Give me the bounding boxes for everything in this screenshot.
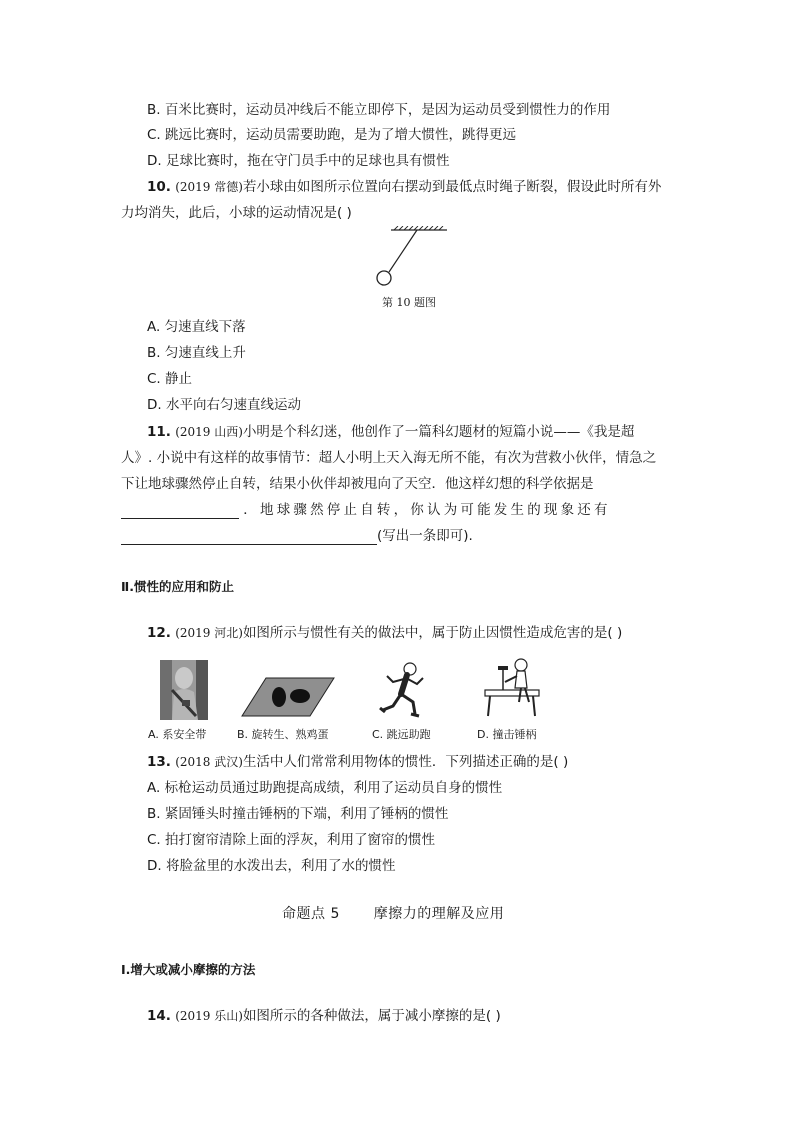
q10-figure-caption: 第 10 题图 — [382, 296, 436, 309]
q12-number: 12. — [147, 625, 171, 641]
topic5-title: 摩擦力的理解及应用 — [373, 906, 505, 922]
q10-stem-text1: 若小球由如图所示位置向右摆动到最低点时绳子断裂，假设此时所有外 — [242, 179, 662, 195]
q10-stem-line1 — [147, 178, 661, 196]
pendulum-ball — [377, 271, 391, 285]
eggs-on-table-figure — [240, 676, 336, 718]
q11-source: (2019 山西) — [175, 425, 243, 439]
q11-stem-line2: 人》. 小说中有这样的故事情节：超人小明上天入海无所不能，有次为营救小伙伴，情急之 — [121, 450, 657, 466]
q11-answer-blank-2[interactable] — [121, 530, 377, 545]
q11-stem-text1: 小明是个科幻迷，他创作了一篇科幻题材的短篇小说——《我是超 — [242, 424, 635, 440]
q10-source: (2019 常德) — [175, 180, 243, 194]
q10-option-b: B. 匀速直线上升 — [147, 345, 246, 361]
cooked-egg — [290, 689, 310, 703]
q12-stem — [147, 624, 622, 642]
q13-option-a: A. 标枪运动员通过助跑提高成绩，利用了运动员自身的惯性 — [147, 780, 503, 796]
q9-option-b: B. 百米比赛时，运动员冲线后不能立即停下，是因为运动员受到惯性力的作用 — [147, 102, 611, 118]
q13-option-c: C. 拍打窗帘清除上面的浮灰，利用了窗帘的惯性 — [147, 832, 436, 848]
q14-number: 14. — [147, 1008, 171, 1024]
q11-stem-line1 — [147, 423, 634, 441]
q11-stem-line4 — [121, 501, 611, 519]
seatbelt-photo — [160, 660, 208, 720]
section-inertia-title: Ⅱ.惯性的应用和防止 — [121, 579, 234, 594]
q13-option-b: B. 紧固锤头时撞击锤柄的下端，利用了锤柄的惯性 — [147, 806, 449, 822]
q11-stem-text4: ．地球骤然停止自转，你认为可能发生的现象还有 — [243, 502, 611, 518]
raw-egg — [272, 687, 286, 707]
q12-caption-a: A. 系安全带 — [148, 728, 207, 741]
q13-source: (2018 武汉) — [175, 755, 243, 769]
q11-stem-text5: (写出一条即可). — [377, 528, 473, 544]
q13-stem-text: 生活中人们常常利用物体的惯性．下列描述正确的是( ) — [242, 754, 569, 770]
q14-source: (2019 乐山) — [175, 1009, 243, 1023]
running-athlete-figure — [377, 660, 429, 720]
q12-caption-d: D. 撞击锤柄 — [477, 728, 537, 741]
hammer-bench-figure — [481, 656, 541, 718]
q10-number: 10. — [147, 179, 171, 195]
q12-stem-text: 如图所示与惯性有关的做法中，属于防止因惯性造成危害的是( ) — [242, 625, 623, 641]
q13-number: 13. — [147, 754, 171, 770]
tabletop — [242, 678, 334, 716]
q12-caption-b: B. 旋转生、熟鸡蛋 — [237, 728, 329, 741]
section-friction-title: Ⅰ.增大或减小摩擦的方法 — [121, 962, 256, 977]
pendulum-string — [389, 230, 417, 272]
q11-answer-blank-1[interactable] — [121, 504, 239, 519]
topic5-label: 命题点 5 — [282, 906, 340, 922]
q10-pendulum-figure — [370, 226, 450, 288]
q12-source: (2019 河北) — [175, 626, 243, 640]
q10-stem-line2: 力均消失，此后，小球的运动情况是( ) — [121, 205, 352, 221]
q14-stem — [147, 1007, 501, 1025]
q10-option-c: C. 静止 — [147, 371, 193, 387]
q11-number: 11. — [147, 424, 171, 440]
q13-stem — [147, 753, 568, 771]
q12-caption-c: C. 跳远助跑 — [372, 728, 431, 741]
q14-stem-text: 如图所示的各种做法，属于减小摩擦的是( ) — [242, 1008, 501, 1024]
q13-option-d: D. 将脸盆里的水泼出去，利用了水的惯性 — [147, 858, 396, 874]
q9-option-c: C. 跳远比赛时，运动员需要助跑，是为了增大惯性，跳得更远 — [147, 127, 517, 143]
q10-option-d: D. 水平向右匀速直线运动 — [147, 397, 301, 413]
q9-option-d: D. 足球比赛时，拖在守门员手中的足球也具有惯性 — [147, 153, 450, 169]
topic5-heading — [282, 903, 504, 923]
q11-stem-line3: 下让地球骤然停止自转，结果小伙伴却被甩向了天空．他这样幻想的科学依据是 — [121, 476, 594, 492]
q11-stem-line5 — [121, 527, 473, 545]
q10-option-a: A. 匀速直线下落 — [147, 319, 246, 335]
